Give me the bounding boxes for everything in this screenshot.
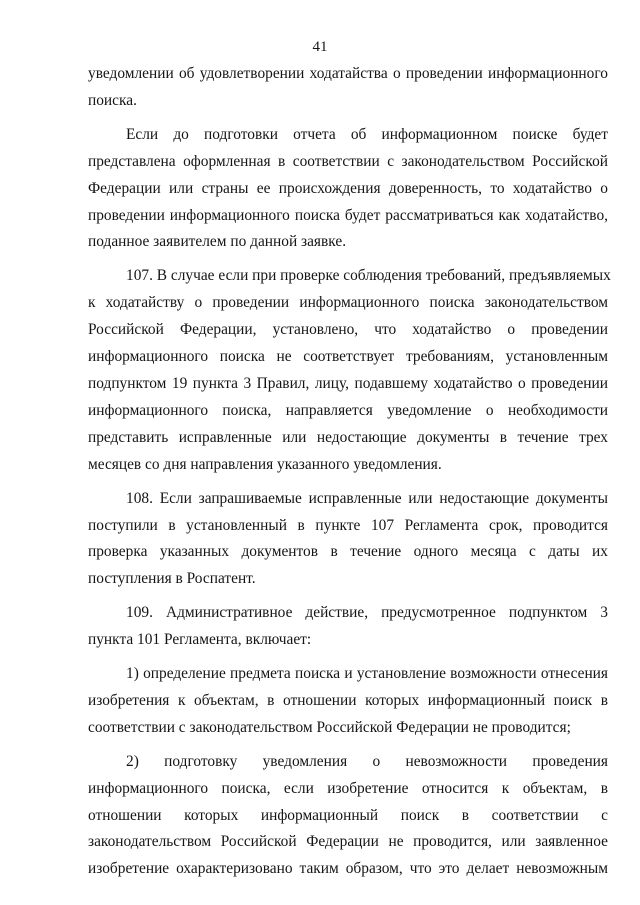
text-line: информационного поиска, если изобретение относится к объектам, в xyxy=(88,779,608,797)
document-body xyxy=(88,61,611,883)
text-line: 1) определение предмета поиска и установление возможности отнесения xyxy=(126,665,608,683)
text-line: проверка указанных документов в течение одного месяца с даты их xyxy=(88,543,608,561)
text-line: проведении информационного поиска будет рассматриваться как ходатайство, xyxy=(88,206,608,224)
text-line: поступления в Роспатент. xyxy=(88,570,256,588)
paragraph xyxy=(88,600,608,654)
text-line: подпунктом 19 пункта 3 Правил, лицу, подавшему ходатайство о проведении xyxy=(88,374,608,392)
paragraph xyxy=(88,263,611,478)
paragraph xyxy=(88,61,608,115)
page-number: 41 xyxy=(312,39,328,55)
text-line: законодательством Российской Федерации не проводится, или заявленное xyxy=(88,833,608,851)
paragraph xyxy=(88,749,608,884)
text-line: пункта 101 Регламента, включает: xyxy=(88,631,312,649)
text-line: поступили в установленный в пункте 107 Регламента срок, проводится xyxy=(88,516,608,534)
text-line: изобретение охарактеризовано таким образом, что это делает невозможным xyxy=(88,860,608,878)
text-line: 2) подготовку уведомления о невозможности проведения xyxy=(126,752,608,770)
text-line: уведомлении об удовлетворении ходатайства о проведении информационного xyxy=(88,65,608,82)
text-line: к ходатайству о проведении информационного поиска законодательством xyxy=(88,294,608,312)
text-line: 108. Если запрашиваемые исправленные или недостающие документы xyxy=(126,489,608,507)
paragraph xyxy=(88,661,608,742)
text-line: Если до подготовки отчета об информационном поиске будет xyxy=(126,125,608,143)
text-line: представить исправленные или недостающие документы в течение трех xyxy=(88,428,608,446)
text-line: представлена оформленная в соответствии с законодательством Российской xyxy=(88,152,608,170)
text-line: отношении которых информационный поиск в соответствии с xyxy=(88,806,608,824)
text-line: информационного поиска не соответствует требованиям, установленным xyxy=(88,348,608,366)
text-line: информационного поиска, направляется уведомление о необходимости xyxy=(88,401,608,419)
text-line: поиска. xyxy=(88,91,137,109)
text-line: месяцев со дня направления указанного уведомления. xyxy=(88,455,442,473)
text-line: Российской Федерации, установлено, что ходатайство о проведении xyxy=(88,321,608,339)
text-line: Федерации или страны ее происхождения доверенность, то ходатайство о xyxy=(88,179,608,197)
paragraph xyxy=(88,486,608,594)
text-line: изобретения к объектам, в отношении которых информационный поиск в xyxy=(88,691,608,709)
text-line: 107. В случае если при проверке соблюдения требований, предъявляемых xyxy=(126,267,611,285)
text-line: соответствии с законодательством Российской Федерации не проводится; xyxy=(88,718,571,736)
paragraph xyxy=(88,122,608,257)
text-line: поданное заявителем по данной заявке. xyxy=(88,233,347,251)
text-line: 109. Административное действие, предусмотренное подпунктом 3 xyxy=(126,604,608,622)
